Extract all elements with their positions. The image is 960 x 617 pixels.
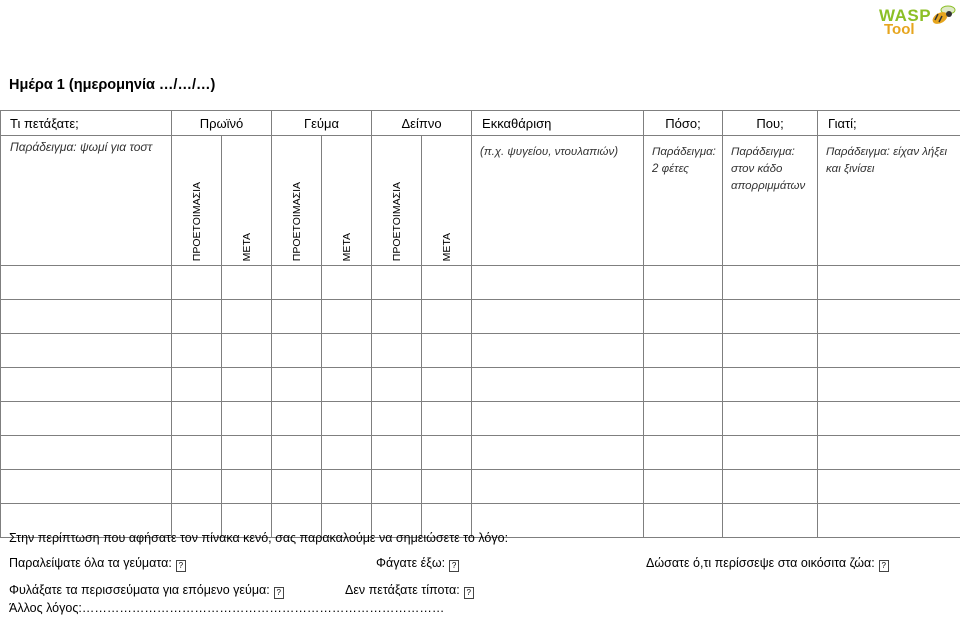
table-row	[1, 402, 960, 436]
table-cell[interactable]	[172, 402, 222, 436]
table-cell[interactable]	[472, 402, 644, 436]
table-cell[interactable]	[723, 300, 818, 334]
table-cell[interactable]	[372, 266, 422, 300]
table-cell[interactable]	[372, 368, 422, 402]
empty-table-note: Στην περίπτωση που αφήσατε τον πίνακα κενό, σας παρακαλούμε να σημειώσετε το λόγο:	[9, 531, 509, 545]
wasp-icon	[928, 2, 960, 32]
table-cell[interactable]	[372, 470, 422, 504]
table-cell[interactable]	[372, 334, 422, 368]
reason-label: Φάγατε έξω:	[376, 556, 446, 570]
header-how-much: Πόσο;	[644, 111, 723, 136]
table-cell[interactable]	[222, 334, 272, 368]
header-where: Που;	[723, 111, 818, 136]
checkbox-skipped-meals[interactable]: ?	[176, 560, 186, 572]
table-cell[interactable]	[422, 334, 472, 368]
table-cell[interactable]	[723, 402, 818, 436]
table-cell[interactable]	[322, 300, 372, 334]
checkbox-kept-leftovers[interactable]: ?	[274, 587, 284, 599]
table-cell[interactable]	[422, 436, 472, 470]
header-cleanup: Εκκαθάριση	[472, 111, 644, 136]
table-cell[interactable]	[272, 436, 322, 470]
table-row	[1, 470, 960, 504]
table-cell[interactable]	[222, 402, 272, 436]
table-cell[interactable]	[644, 470, 723, 504]
table-cell[interactable]	[172, 334, 222, 368]
table-cell[interactable]	[372, 436, 422, 470]
table-cell[interactable]	[272, 266, 322, 300]
table-cell[interactable]	[322, 334, 372, 368]
table-cell[interactable]	[818, 504, 960, 538]
reason-label: Δεν πετάξατε τίποτα:	[345, 583, 460, 597]
table-cell[interactable]	[172, 266, 222, 300]
table-cell[interactable]	[172, 470, 222, 504]
table-cell[interactable]	[723, 436, 818, 470]
reason-label: Παραλείψατε όλα τα γεύματα:	[9, 556, 172, 570]
table-cell[interactable]	[644, 436, 723, 470]
table-cell[interactable]	[222, 266, 272, 300]
page-title: Ημέρα 1 (ημερομηνία …/…/…)	[9, 77, 216, 93]
example-where: Παράδειγμα: στον κάδο απορριμμάτων	[723, 136, 818, 266]
logo-text-tool: Tool	[884, 21, 915, 38]
example-row	[1, 136, 960, 266]
table-cell[interactable]	[422, 470, 472, 504]
reason-nothing-thrown	[345, 583, 474, 599]
dinner-after-cell	[422, 136, 472, 266]
table-row	[1, 334, 960, 368]
table-cell[interactable]	[723, 504, 818, 538]
table-cell[interactable]	[723, 334, 818, 368]
checkbox-fed-pets[interactable]: ?	[879, 560, 889, 572]
table-cell[interactable]	[818, 334, 960, 368]
example-cleanup: (π.χ. ψυγείου, ντουλαπιών)	[472, 136, 644, 266]
table-cell[interactable]	[472, 334, 644, 368]
table-cell[interactable]	[272, 334, 322, 368]
table-cell[interactable]	[723, 368, 818, 402]
example-what: Παράδειγμα: ψωμί για τοστ	[1, 136, 172, 266]
table-row	[1, 300, 960, 334]
food-waste-table	[0, 110, 960, 538]
example-how-much: Παράδειγμα: 2 φέτες	[644, 136, 723, 266]
subcol-label: ΠΡΟΕΤΟΙΜΑΣΙΑ	[290, 181, 303, 261]
table-row	[1, 266, 960, 300]
table-row	[1, 368, 960, 402]
table-cell[interactable]	[272, 368, 322, 402]
table-cell[interactable]	[818, 470, 960, 504]
table-cell[interactable]	[644, 368, 723, 402]
table-cell[interactable]	[172, 300, 222, 334]
reason-fed-pets	[646, 556, 889, 572]
table-cell[interactable]	[272, 300, 322, 334]
table-cell[interactable]	[272, 470, 322, 504]
table-cell[interactable]	[644, 266, 723, 300]
table-cell[interactable]	[172, 436, 222, 470]
table-cell[interactable]	[1, 368, 172, 402]
table-cell[interactable]	[472, 266, 644, 300]
reason-ate-out	[376, 556, 459, 572]
table-cell[interactable]	[1, 470, 172, 504]
header-breakfast: Πρωϊνό	[172, 111, 272, 136]
table-cell[interactable]	[644, 300, 723, 334]
table-cell[interactable]	[172, 368, 222, 402]
lunch-prep-cell	[272, 136, 322, 266]
table-cell[interactable]	[818, 402, 960, 436]
table-cell[interactable]	[1, 334, 172, 368]
table-cell[interactable]	[372, 402, 422, 436]
reason-kept-leftovers	[9, 583, 284, 599]
reason-label: Φυλάξατε τα περισσεύματα για επόμενο γεύμα:	[9, 583, 270, 597]
table-cell[interactable]	[222, 300, 272, 334]
reason-label: Δώσατε ό,τι περίσσεψε στα οικόσιτα ζώα:	[646, 556, 875, 570]
breakfast-prep-cell	[172, 136, 222, 266]
table-cell[interactable]	[222, 436, 272, 470]
table-cell[interactable]	[422, 368, 472, 402]
table-cell[interactable]	[222, 470, 272, 504]
table-cell[interactable]	[1, 402, 172, 436]
table-cell[interactable]	[322, 368, 372, 402]
table-header-row	[1, 111, 960, 136]
header-what: Τι πετάξατε;	[1, 111, 172, 136]
header-why: Γιατί;	[818, 111, 960, 136]
table-cell[interactable]	[422, 300, 472, 334]
reason-other[interactable]: Άλλος λόγος:……………………………………………………………………………	[9, 601, 445, 615]
dinner-prep-cell	[372, 136, 422, 266]
subcol-label: ΜΕΤΑ	[240, 232, 253, 261]
subcol-label: ΜΕΤΑ	[440, 232, 453, 261]
header-lunch: Γεύμα	[272, 111, 372, 136]
logo-text-wasp: WASP	[879, 6, 932, 25]
table-cell[interactable]	[322, 402, 372, 436]
checkbox-nothing-thrown[interactable]: ?	[464, 587, 474, 599]
table-cell[interactable]	[472, 300, 644, 334]
table-cell[interactable]	[322, 470, 372, 504]
table-cell[interactable]	[1, 436, 172, 470]
table-cell[interactable]	[222, 368, 272, 402]
table-cell[interactable]	[723, 470, 818, 504]
table-cell[interactable]	[322, 266, 372, 300]
table-cell[interactable]	[1, 300, 172, 334]
table-cell[interactable]	[472, 368, 644, 402]
table-cell[interactable]	[818, 368, 960, 402]
table-cell[interactable]	[818, 436, 960, 470]
breakfast-after-cell	[222, 136, 272, 266]
subcol-label: ΜΕΤΑ	[340, 232, 353, 261]
table-cell[interactable]	[422, 266, 472, 300]
subcol-label: ΠΡΟΕΤΟΙΜΑΣΙΑ	[190, 181, 203, 261]
header-dinner: Δείπνο	[372, 111, 472, 136]
checkbox-ate-out[interactable]: ?	[449, 560, 459, 572]
table-cell[interactable]	[472, 470, 644, 504]
reason-skipped-meals	[9, 556, 186, 572]
table-cell[interactable]	[644, 504, 723, 538]
table-cell[interactable]	[272, 402, 322, 436]
example-why: Παράδειγμα: είχαν λήξει και ξινίσει	[818, 136, 960, 266]
table-cell[interactable]	[818, 300, 960, 334]
table-row	[1, 436, 960, 470]
table-cell[interactable]	[472, 436, 644, 470]
subcol-label: ΠΡΟΕΤΟΙΜΑΣΙΑ	[390, 181, 403, 261]
wasp-tool-logo	[876, 2, 960, 42]
lunch-after-cell	[322, 136, 372, 266]
table-cell[interactable]	[723, 266, 818, 300]
table-cell[interactable]	[818, 266, 960, 300]
table-cell[interactable]	[644, 334, 723, 368]
table-cell[interactable]	[422, 402, 472, 436]
table-cell[interactable]	[1, 266, 172, 300]
table-cell[interactable]	[644, 402, 723, 436]
table-cell[interactable]	[322, 436, 372, 470]
table-cell[interactable]	[372, 300, 422, 334]
